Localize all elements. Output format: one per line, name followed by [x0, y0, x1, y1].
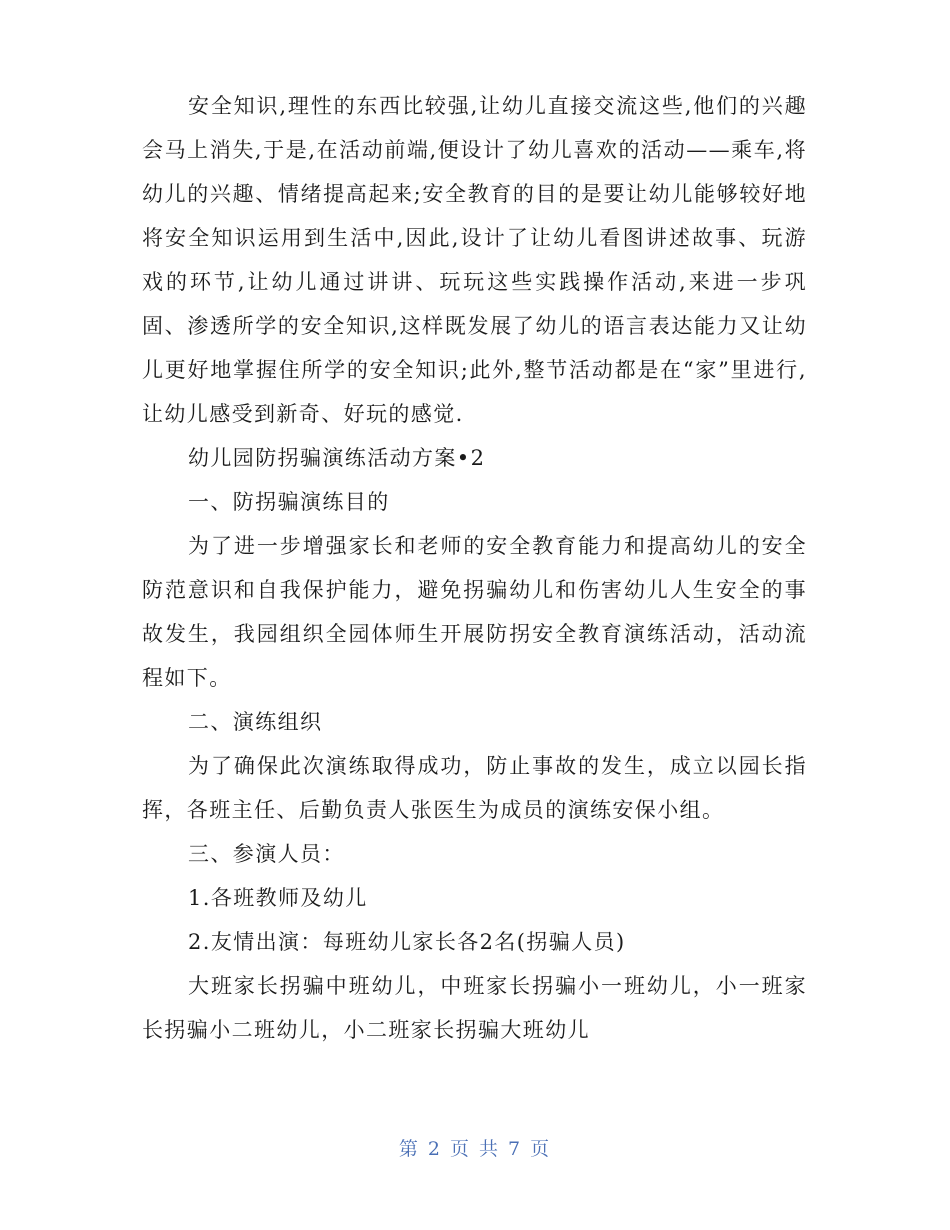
paragraph-abduction-assignments: 大班家长拐骗中班幼儿，中班家长拐骗小一班幼儿，小一班家长拐骗小二班幼儿，小二班家长拐骗大班幼儿: [142, 974, 807, 1042]
list-item-teachers-children: 1.各班教师及幼儿: [188, 886, 368, 910]
document-body: [142, 84, 807, 1052]
paragraph-drill-organization: 为了确保此次演练取得成功，防止事故的发生，成立以园长指挥，各班主任、后勤负责人张医生为成员的演练安保小组。: [142, 754, 807, 822]
section-title-plan-2: 幼儿园防拐骗演练活动方案•2: [188, 446, 486, 470]
paragraph-drill-purpose: 为了进一步增强家长和老师的安全教育能力和提高幼儿的安全防范意识和自我保护能力，避免拐骗幼儿和伤害幼儿人生安全的事故发生，我园组织全园体师生开展防拐安全教育演练活动，活动流程如下。: [142, 534, 807, 690]
heading-participants: 三、参演人员：: [188, 842, 345, 866]
heading-drill-organization: 二、演练组织: [188, 710, 323, 734]
paragraph-activity-design: 安全知识,理性的东西比较强,让幼儿直接交流这些,他们的兴趣会马上消失,于是,在活动前端,便设计了幼儿喜欢的活动——乘车,将幼儿的兴趣、情绪提高起来;安全教育的目的是要让幼儿能够较好地将安全知识运用到生活中,因此,设计了让幼儿看图讲述故事、玩游戏的环节,让幼儿通过讲讲、玩玩这些实践操作活动,来进一步巩固、渗透所学的安全知识,这样既发展了幼儿的语言表达能力又让幼儿更好地掌握住所学的安全知识;此外,整节活动都是在“家”里进行,让幼儿感受到新奇、好玩的感觉.: [142, 94, 807, 426]
heading-drill-purpose: 一、防拐骗演练目的: [188, 490, 390, 514]
list-item-guest-performers: 2.友情出演：每班幼儿家长各2名(拐骗人员): [188, 930, 626, 954]
page-number-footer: 第 2 页 共 7 页: [398, 1138, 552, 1160]
